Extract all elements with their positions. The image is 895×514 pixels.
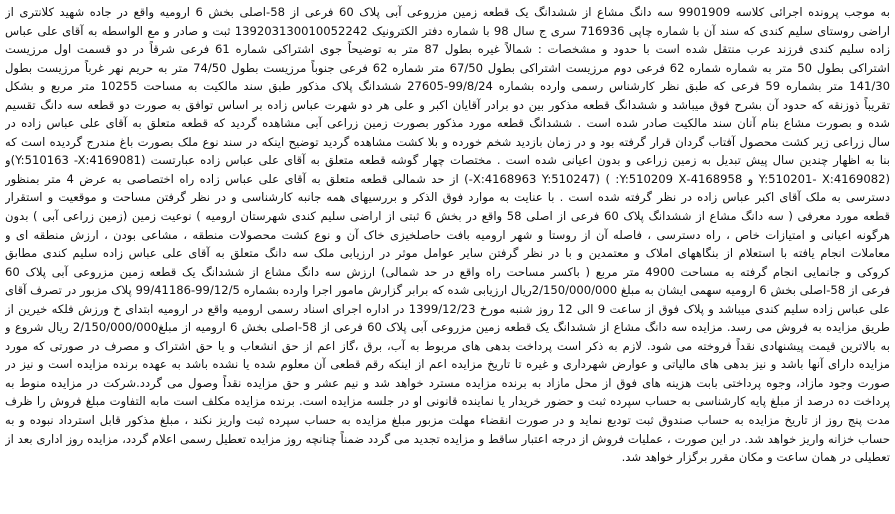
text-line: پرداخت ده درصد از مبلغ پایه کارشناسی به حساب سپرده ثبت و حضور خریدار یا نماینده قانونی او در جلسه مزایده است. برنده مزایده مکلف است مابه التفاوت مبلغ فروش را ظرف [5,394,890,409]
text-line: بنا به اظهار چندین سال پیش تبدیل به زمین زراعی و بدون اعیانی شده است . مختصات چهار گوشه قطعه متعلق به آقای علی عباس زاده عبارتست (Y:510163 -X:4169081)و [5,153,890,168]
text-line: هرگونه اعیانی و امتیازات خاص ، راه دسترسی ، فاصله آن از روستا و شهر ارومیه بافت حاصلخیزی خاک آن و نوع کشت محصولات منطقه ، مشاعی بودن ، ارزش منطقه ای و [5,227,890,242]
text-line: صورت وجود مازاد، وجوه پرداختی بابت هزینه های فوق از محل مازاد به برنده مزایده مسترد خواهد شد و نیم عشر و حق مزایده نقداً وصول می گردد.شرکت در مزایده منوط به [5,375,890,390]
text-line: (Y:510201- X:4169082 و 4168958-Y:510209 X: ) (X:4168963 Y:510247-) از حد شمالی قطعه متعلق به آقای علی عباس زاده راه اختصاصی به عرض 4 متر بمنظور [5,171,890,186]
text-line: به موجب پرونده اجرائی کلاسه 9901909 سه دانگ مشاع از ششدانگ یک قطعه زمین مزروعی آبی پلاک 60 فرعی از 58-اصلی بخش 6 ارومیه واقع در جاده شهید کلانتری از [5,5,890,19]
text-line: حساب خزانه واریز خواهد شد. در این صورت ، عملیات فروش از درجه اعتبار ساقط و مزایده تجدید می گردد ضمناً چنانچه روز مزایده تعطیل رسمی اعلام گردد، مزایده روز اداری بعد از [5,431,890,446]
text-line: تقریباً ذوزنقه که حدود آن بشرح فوق میباشد و ششدانگ قطعه مذکور بین دو برادر آقایان اکبر و علی هر دو شهرت عباس زاده بر اساس توافق به صورت دو قطعه سه دانگ تقسیم [5,97,890,112]
auction-notice-document [5,3,890,508]
text-line: علی عباس زاده سلیم کندی میباشد و پلاک فوق از ساعت 9 الی 12 روز شنبه مورخ 1399/12/23 در اداره اجرای اسناد رسمی ارومیه واقع در ارومیه ابتدای خ ورزش فلکه خیرین از [5,301,890,316]
text-line: زاده سلیم کندی فرزند عرب منتقل شده است با حدود و مشخصات : شمالاً غیره بطول 87 متر به توضیحاً جوی اشتراکی شماره 61 فرعی شرقاً در دو قسمت اول مرزیست [5,42,890,57]
text-line: سال زراعی زیر کشت محصول آفتاب گردان قرار گرفته بود و در زمان بازدید شخم خورده و بلا کشت مشاهده گردید توضیح اینکه در سند نوع ملک بصورت باغ مندرج گردیده است که [5,134,890,149]
text-line: قطعه مورد معرفی ( سه دانگ مشاع از ششدانگ پلاک 60 فرعی از اصلی 58 واقع در بخش 6 ثبتی از اراضی سلیم کندی شهرستان ارومیه ) نوعیت زمین (زمین زراعی آبی ) بدون [5,209,890,224]
text-line: دسترسی به ملک آقای اکبر عباس زاده در نظر گرفته شده است . با عنایت به موارد فوق الذکر و بررسیهای همه جانبه کارشناسی و در نظر گرفتن مساحت و موقعیت و استقرار [5,190,890,205]
text-line: 141/30 متر بشماره 59 فرعی که طبق نظر کارشناس رسمی وارده بشماره 99/8/24-27605 ششدانگ پلاک مذکور طبق سند مالکیت به مساحت 10255 متر مربع و بشکل [5,79,890,94]
text-line: اشتراکی بطول 50 متر به شماره شماره 62 فرعی دوم مرزیست اشتراکی بطول 67/50 متر شماره 62 فرعی جنوباً مرزیست بطول 74/50 متر به حریم نهر غرباً مرزیست بطول [5,60,890,75]
text-line: به بالاترین قیمت پیشنهادی نقداً فروخته می شود. لازم به ذکر است پرداخت بدهی های مربوط به آب، برق ،گاز اعم از حق انشعاب و یا حق اشتراک و مصرف در صورتی که مورد [5,338,890,353]
text-line: اراضی روستای سلیم کندی که سند آن با شماره چاپی 716936 سری ج سال 98 با شماره دفتر الکترونیک 139203130010052242 ثبت و صادر و مع الواسطه به آقای علی عباس [5,23,890,38]
text-line: شده و بصورت مشاع بنام آنان سند مالکیت صادر شده است . ششدانگ قطعه مورد مذکور بصورت زمین زراعی آبی مشاهده گردید که قطعه متعلق به آقای علی عباس زاده در [5,116,890,131]
text-line: کروکی و جانمایی انجام گرفته به مساحت 4900 متر مربع ( باکسر مساحت راه واقع در حد شمالی) ارزش سه دانگ مشاع از ششدانگ یک قطعه زمین مزروعی آبی پلاک 60 [5,264,890,279]
text-line: فرعی از 58-اصلی بخش 6 ارومیه سهمی ایشان به مبلغ 2/150/000/000ریال ارزیابی شده که برابر گزارش مامور اجرا وارده بشماره 99/12/5-99/41186 پلاک مزبور در تصرف آقای [5,283,890,298]
text-line: مدت پنج روز از تاریخ مزایده به حساب صندوق ثبت تودیع نماید و در صورت انقضاء مهلت مزبور مبلغ مزایده به حساب سپرده ثبت واریز نکند ، مبلغ مذکور قابل استرداد نبوده و به [5,413,890,428]
text-line: تعطیلی در همان ساعت و مکان مقرر برگزار خواهد شد. [621,450,890,465]
text-line: معاملات انجام یافته با استعلام از بنگاههای املاک و معتمدین و با در نظر گرفتن سایر عوامل موثر در ارزیابی ملک سه دانگ متعلق به آقای علی عباس زاده سلیم کندی مطابق [5,246,890,261]
text-line: مزایده دارای آنها باشد و نیز بدهی های مالیاتی و عوارض شهرداری و غیره تا تاریخ مزایده اعم از اینکه رقم قطعی آن معلوم شده یا نشده باشد به عهده برنده مزایده است و نیز در [5,357,890,372]
notice-body-text [5,3,890,467]
text-line: طریق مزایده به فروش می رسد. مزایده سه دانگ مشاع از ششدانگ یک قطعه زمین مزروعی آبی پلاک 60 فرعی از 58-اصلی بخش 6 ارومیه از مبلغ2/150/000/000 ریال شروع و [5,320,890,335]
